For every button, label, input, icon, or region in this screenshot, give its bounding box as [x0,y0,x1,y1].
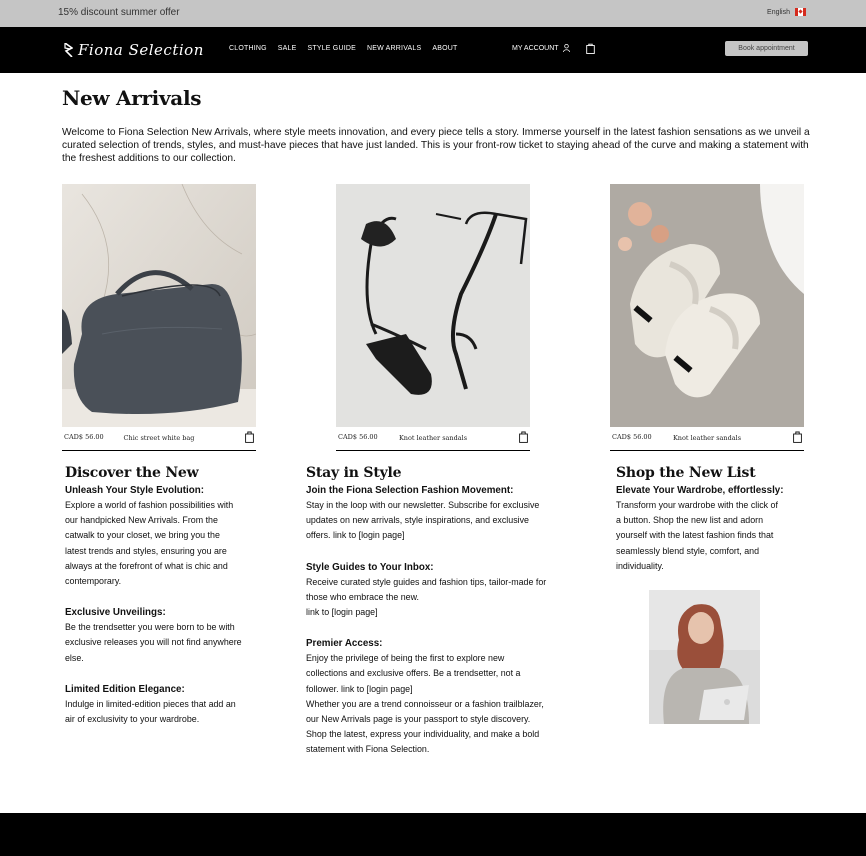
body-line: yourself with the latest fashion finds that [616,530,774,541]
body-line: catwalk to your closet, we bring you the [65,530,220,541]
add-to-bag-icon[interactable] [519,431,528,443]
product-price: CAD$ 56.00 [64,433,104,441]
body-line: Stay in the loop with our newsletter. Subscribe for exclusive [306,500,540,510]
product-price: CAD$ 56.00 [612,433,652,441]
body-line: Transform your wardrobe with the click of [616,500,778,510]
discover-section [65,464,265,727]
product-name[interactable]: Knot leather sandals [398,434,468,442]
body-line: our handpicked New Arrivals. From the [65,515,218,526]
body-line: Be the trendsetter you were born to be with [65,622,235,633]
intro-text: Welcome to Fiona Selection New Arrivals, where style meets innovation, and every piece tells a story. Immerse yourself in the latest fashion sensations as we unveil a curated selection of trends, styles, and must-have pieces that have just landed. This is your front-row ticket to staying ahead of the curve and making a statement with the freshest additions to our collection. [62,127,810,164]
brand-name: Fiona Selection [78,41,204,59]
shopping-bag-icon[interactable] [586,43,595,54]
my-account-link[interactable] [512,44,570,52]
section-heading: Limited Edition Elegance: [65,683,185,695]
nav-item-style-guide[interactable]: STYLE GUIDE [307,45,356,52]
body-line: latest trends and styles, ensuring you are [65,545,227,556]
language-selector[interactable] [767,8,806,16]
woman-with-laptop-image [649,590,760,724]
body-line: offers. link to [login page] [306,530,405,541]
user-icon [563,44,570,52]
nav-item-sale[interactable]: SALE [277,45,297,52]
add-to-bag-icon[interactable] [793,431,802,443]
stay-in-style-title: Stay in Style [306,465,402,481]
nav-item-clothing[interactable]: CLOTHING [229,45,267,52]
stay-in-style-section [306,464,576,758]
section-heading: Unleash Your Style Evolution: [65,485,204,496]
body-line: Whether you are a trend connoisseur or a fashion trailblazer, [306,698,544,709]
body-line: Enjoy the privilege of being the first to explore new [306,653,505,664]
body-line: updates on new arrivals, style inspirations, and exclusive [306,515,529,526]
body-line: air of exclusivity to your wardrobe. [65,714,200,725]
shop-new-list-section [616,464,816,574]
nav-item-new-arrivals[interactable]: NEW ARRIVALS [366,45,422,52]
language-label: English [767,8,790,16]
page-title: New Arrivals [62,86,202,110]
product-card[interactable] [610,184,804,451]
body-line: statement with Fiona Selection. [306,744,430,755]
body-line: else. [65,652,84,663]
body-line: follower. link to [login page] [306,683,413,694]
promo-bar [0,0,866,27]
section-heading: Premier Access: [306,638,383,650]
product-name[interactable]: Chic street white bag [123,434,195,442]
product-price: CAD$ 56.00 [338,433,378,441]
product-image-bag[interactable] [62,184,256,427]
canada-flag-icon [795,8,806,16]
add-to-bag-icon[interactable] [245,431,254,443]
body-line: seamlessly blend style, comfort, and [616,545,760,556]
discover-title: Discover the New [65,465,199,481]
footer [0,813,866,856]
body-line: our New Arrivals page is your passport to style discovery. [306,714,531,725]
body-line: those who embrace the new. [306,591,419,602]
logo-mark-icon [64,43,73,57]
promo-text: 15% discount summer offer [58,7,180,18]
product-image-slides[interactable] [610,184,804,427]
login-link[interactable]: link to [login page] [306,607,378,618]
section-heading: Style Guides to Your Inbox: [306,561,434,573]
brand-logo[interactable] [64,41,204,59]
section-heading: Exclusive Unveilings: [65,607,166,619]
body-line: a button. Shop the new list and adorn [616,515,764,526]
nav-item-about[interactable]: ABOUT [432,45,458,52]
body-line: Receive curated style guides and fashion tips, tailor-made for [306,576,547,587]
body-line: always at the forefront of what is chic and [65,560,228,571]
shop-new-list-title: Shop the New List [616,465,756,481]
body-line: Shop the latest, express your individuality, and make a bold [306,729,540,740]
book-appointment-button[interactable]: Book appointment [725,41,808,56]
body-line: Indulge in limited-edition pieces that add an [65,698,236,709]
body-line: collections and exclusive offers. Be a trendsetter, not a [306,668,521,679]
section-heading: Join the Fiona Selection Fashion Movement: [306,485,514,496]
nav-links [229,45,458,52]
body-line: individuality. [616,560,664,571]
main-nav [0,27,866,73]
body-line: Explore a world of fashion possibilities with [65,500,234,510]
product-image-heels[interactable] [336,184,530,427]
body-line: contemporary. [65,576,122,587]
product-card[interactable] [62,184,256,451]
product-name[interactable]: Knot leather sandals [672,434,742,442]
product-card[interactable] [336,184,530,451]
section-heading: Elevate Your Wardrobe, effortlessly: [616,485,784,496]
my-account-label: MY ACCOUNT [512,44,559,52]
body-line: exclusive releases you will not find anywhere [65,637,242,648]
